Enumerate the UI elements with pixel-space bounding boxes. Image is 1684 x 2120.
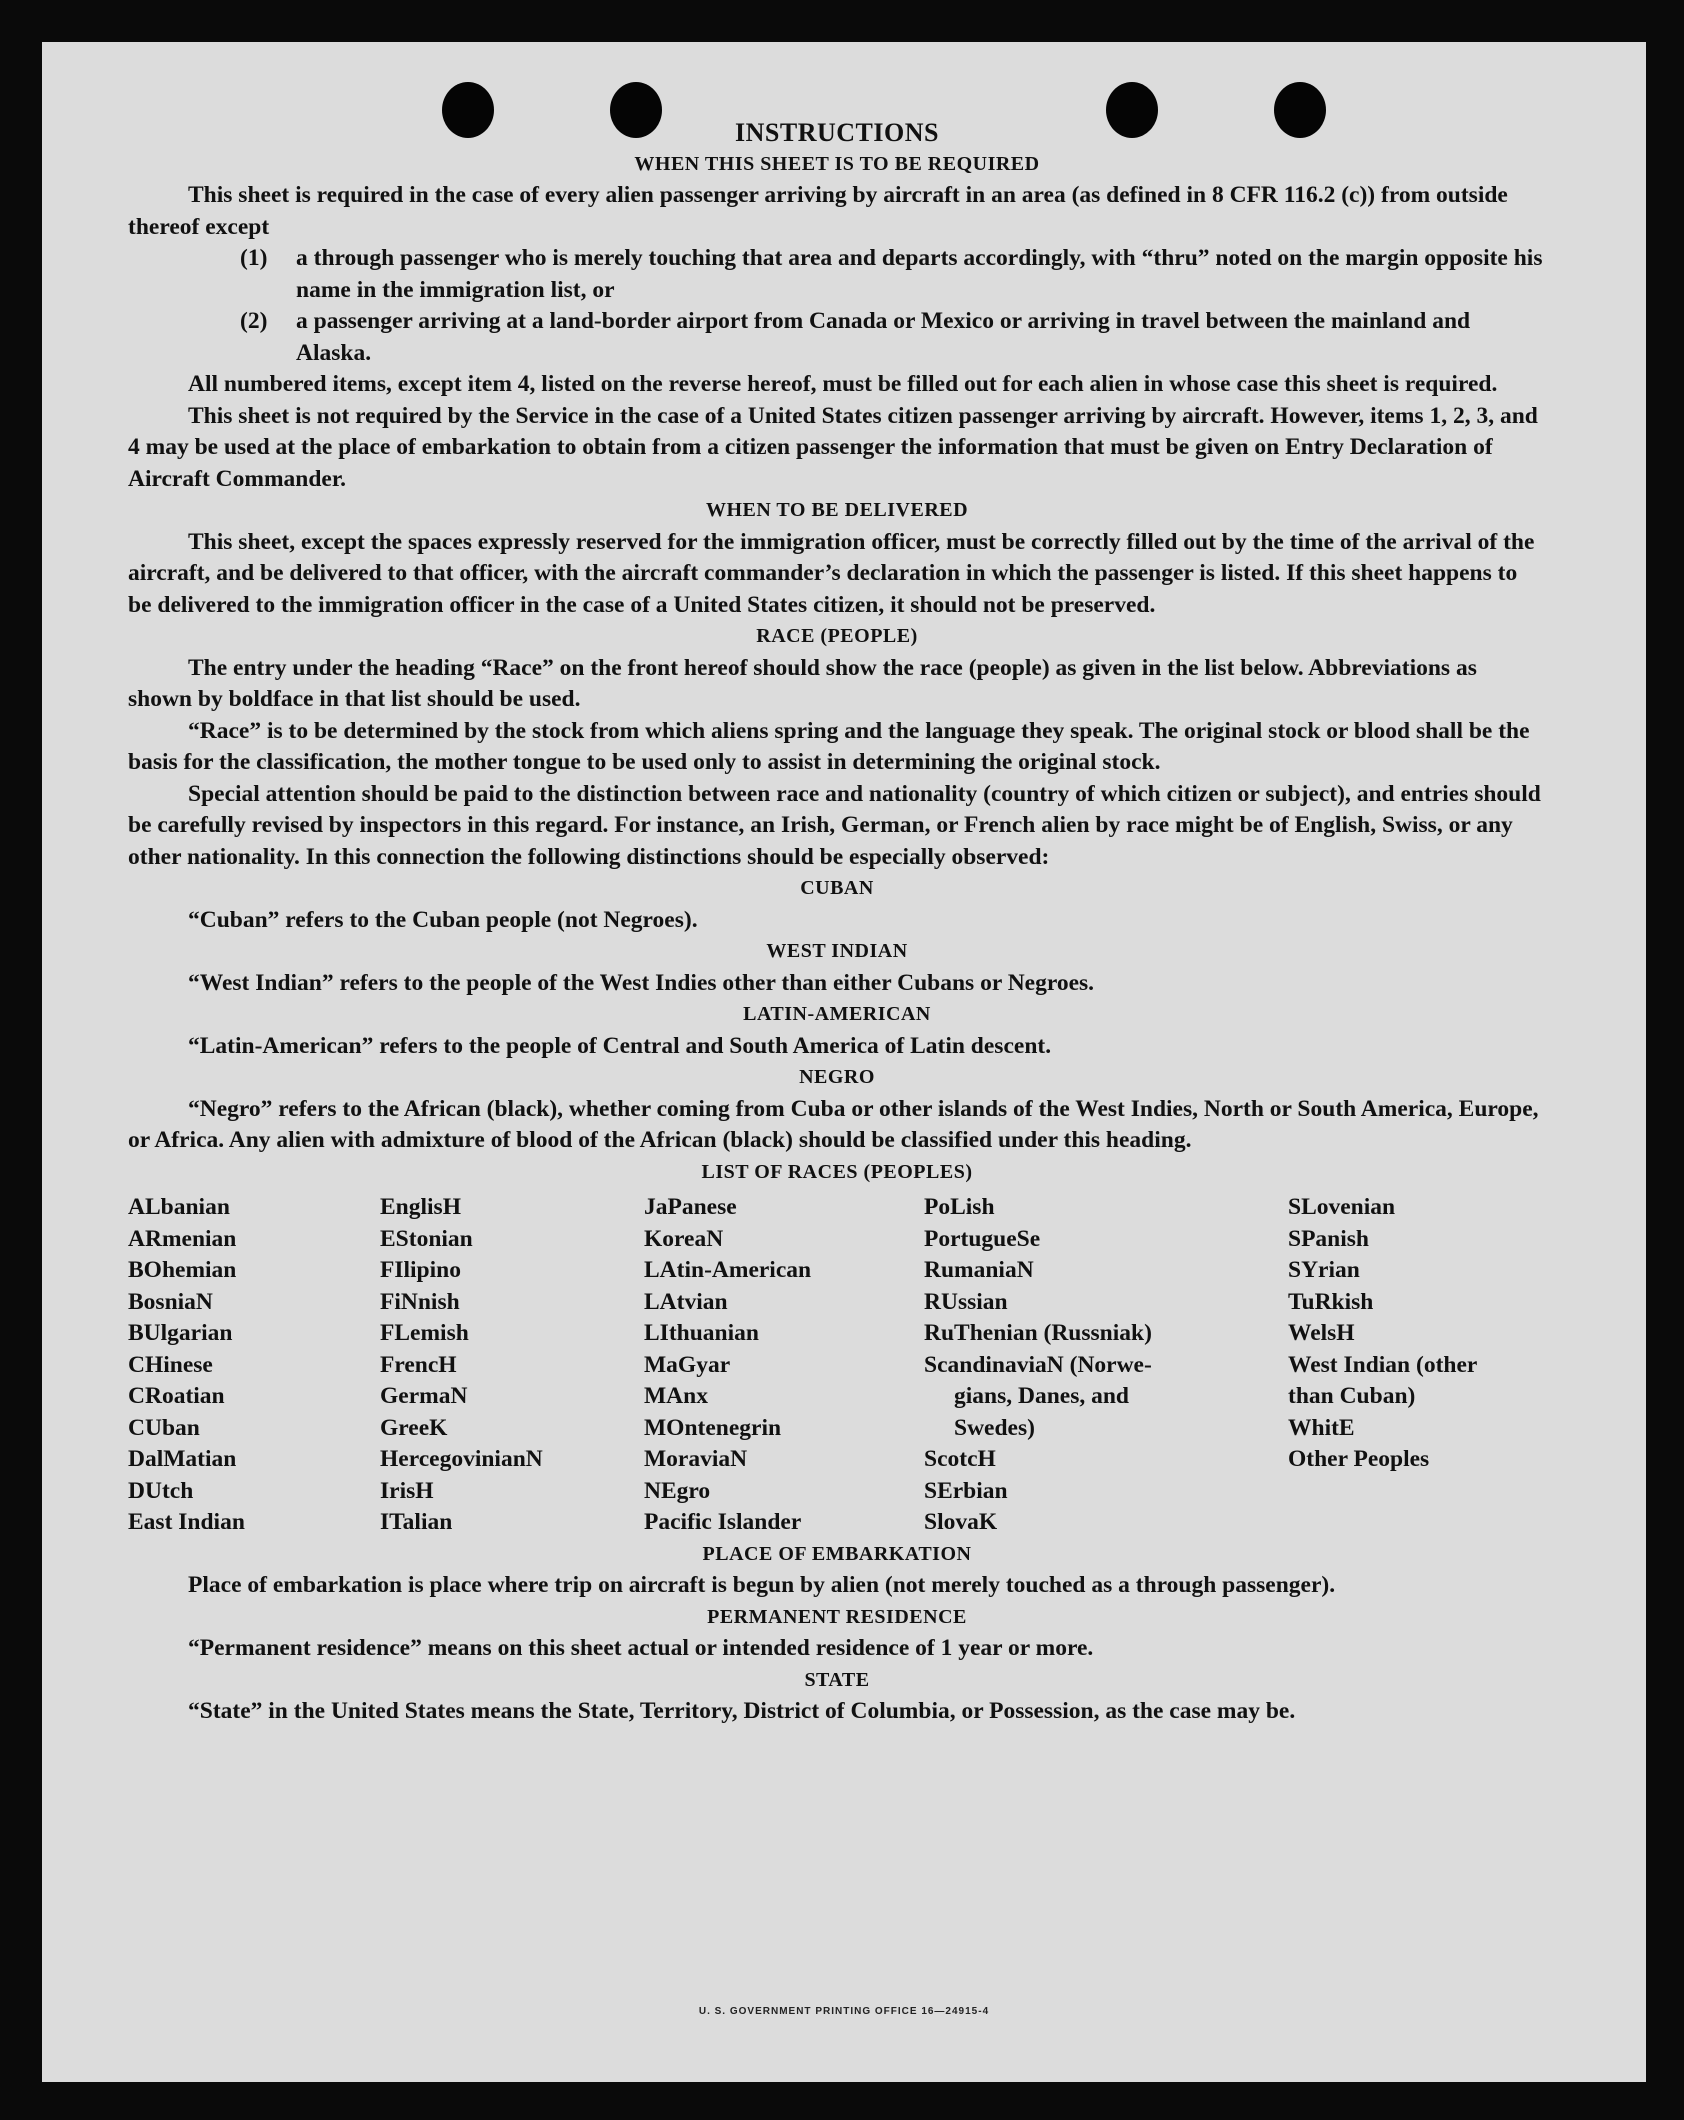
heading-race: RACE (PEOPLE) — [756, 625, 918, 647]
page-title: INSTRUCTIONS — [735, 118, 939, 147]
race-entry: ScotcH — [924, 1446, 996, 1472]
paragraph: “Race” is to be determined by the stock from which aliens spring and the language they speak. The original stock or blood shall be the basis for the classification, the mother tongue to be used only to assist in determining the original stock. — [128, 717, 1530, 775]
race-entry: FIlipino — [380, 1257, 461, 1283]
race-entry: RUssian — [924, 1288, 1008, 1315]
paragraph: “West Indian” refers to the people of the West Indies other than either Cubans or Negroes. — [188, 969, 1095, 996]
race-entry: FrencH — [380, 1351, 457, 1378]
race-entry: ScandinaviaN (Norwe- — [924, 1351, 1152, 1378]
item-text: a through passenger who is merely touching that area and departs accordingly, with “thru” noted on the margin opposite his name in the immigration list, or — [296, 245, 1543, 303]
race-entry: ALbanian — [128, 1194, 230, 1220]
race-entry: than Cuban) — [1288, 1383, 1416, 1409]
race-entry: SErbian — [924, 1477, 1008, 1504]
race-column — [1288, 1192, 1546, 1539]
heading-delivered: WHEN TO BE DELIVERED — [705, 499, 969, 521]
heading-permanent-residence: PERMANENT RESIDENCE — [707, 1605, 967, 1628]
race-entry: gians, Danes, and — [954, 1383, 1129, 1409]
race-entry: MOntenegrin — [644, 1414, 782, 1441]
race-column — [644, 1192, 924, 1539]
paragraph: The entry under the heading “Race” on the front hereof should show the race (people) as given in the list below. Abbreviations as shown by boldface in that list should be used. — [128, 654, 1477, 712]
race-entry: WhitE — [1288, 1414, 1355, 1441]
heading-list-of-races: LIST OF RACES (PEOPLES) — [701, 1160, 973, 1183]
race-entry: EnglisH — [380, 1194, 461, 1220]
race-entry: MAnx — [644, 1383, 708, 1409]
race-entry: LIthuanian — [644, 1320, 759, 1346]
race-list — [128, 1192, 1546, 1539]
instructions-content — [128, 117, 1546, 1728]
paragraph: This sheet is required in the case of every alien passenger arriving by aircraft in an area (as defined in 8 CFR 116.2 (c)) from outside thereof except — [128, 182, 1508, 240]
paragraph: Special attention should be paid to the distinction between race and nationality (country of which citizen or subject), and entries should be carefully revised by inspectors in this regard. For instance, an Irish, German, or French alien by race might be of English, Swiss, or any other nationality. In this connection the following distinctions should be especially observed: — [128, 780, 1541, 870]
heading-state: STATE — [804, 1668, 870, 1691]
heading-latin-american: LATIN-AMERICAN — [743, 1003, 931, 1025]
race-entry: SLovenian — [1288, 1194, 1396, 1220]
race-entry: PoLish — [924, 1194, 995, 1220]
paragraph: Place of embarkation is place where trip on aircraft is begun by alien (not merely touched as a through passenger). — [188, 1572, 1336, 1598]
list-item — [128, 306, 1546, 369]
heading-negro: NEGRO — [799, 1066, 875, 1088]
paragraph: All numbered items, except item 4, listed on the reverse hereof, must be filled out for each alien in whose case this sheet is required. — [188, 371, 1498, 397]
item-text: a passenger arriving at a land-border airport from Canada or Mexico or arriving in travel between the mainland and Alaska. — [296, 308, 1471, 366]
race-entry: Swedes) — [954, 1414, 1035, 1441]
race-entry: IrisH — [380, 1477, 434, 1504]
race-entry: NEgro — [644, 1477, 711, 1504]
race-entry: SPanish — [1288, 1225, 1369, 1252]
heading-embarkation: PLACE OF EMBARKATION — [702, 1542, 972, 1565]
race-entry: EStonian — [380, 1225, 473, 1252]
race-entry: CRoatian — [128, 1383, 225, 1409]
race-entry: JaPanese — [644, 1194, 737, 1220]
race-entry: Pacific Islander — [644, 1509, 802, 1535]
printing-office-footer: U. S. GOVERNMENT PRINTING OFFICE 16—24915-4 — [698, 2006, 990, 2017]
race-entry: PortugueSe — [924, 1225, 1041, 1252]
race-entry: BosniaN — [128, 1288, 213, 1315]
heading-west-indian: WEST INDIAN — [766, 940, 908, 962]
race-entry: LAtvian — [644, 1288, 728, 1315]
race-entry: RumaniaN — [924, 1257, 1034, 1283]
race-column — [380, 1192, 644, 1539]
form-sheet — [42, 42, 1646, 2082]
paragraph: “Cuban” refers to the Cuban people (not Negroes). — [188, 906, 698, 933]
race-entry: SlovaK — [924, 1509, 998, 1535]
race-entry: HercegovinianN — [380, 1446, 543, 1472]
race-entry: ARmenian — [128, 1225, 237, 1252]
race-entry: TuRkish — [1288, 1288, 1374, 1315]
paragraph: “Permanent residence” means on this sheet actual or intended residence of 1 year or more. — [188, 1635, 1094, 1661]
race-entry: FLemish — [380, 1320, 469, 1346]
paragraph: “Latin-American” refers to the people of Central and South America of Latin descent. — [188, 1032, 1052, 1059]
race-entry: DUtch — [128, 1477, 194, 1504]
race-entry: MoraviaN — [644, 1446, 748, 1472]
race-column — [924, 1192, 1288, 1539]
race-entry: BOhemian — [128, 1257, 237, 1283]
race-entry: BUlgarian — [128, 1320, 233, 1346]
race-entry: CHinese — [128, 1351, 213, 1378]
race-entry: West Indian (other — [1288, 1351, 1478, 1378]
list-item — [128, 243, 1546, 306]
race-entry: MaGyar — [644, 1351, 731, 1378]
heading-required: WHEN THIS SHEET IS TO BE REQUIRED — [634, 152, 1040, 175]
paragraph: This sheet, except the spaces expressly reserved for the immigration officer, must be correctly filled out by the time of the arrival of the aircraft, and be delivered to that officer, with the aircraft commander’s declaration in which the passenger is listed. If this sheet happens to be delivered to the immigration officer in the case of a United States citizen, it should not be preserved. — [128, 528, 1535, 618]
race-column — [128, 1192, 380, 1539]
heading-cuban: CUBAN — [800, 877, 874, 899]
race-entry: RuThenian (Russniak) — [924, 1320, 1152, 1346]
race-entry: KoreaN — [644, 1225, 724, 1252]
paragraph: This sheet is not required by the Service in the case of a United States citizen passenger arriving by aircraft. However, items 1, 2, 3, and 4 may be used at the place of embarkation to obtain from a citizen passenger the information that must be given on Entry Declaration of Aircraft Commander. — [128, 402, 1538, 492]
race-entry: East Indian — [128, 1509, 245, 1535]
paragraph: “State” in the United States means the State, Territory, District of Columbia, or Possession, as the case may be. — [188, 1698, 1296, 1724]
race-entry: GermaN — [380, 1383, 468, 1409]
item-number: (1) — [240, 245, 268, 271]
race-entry: DalMatian — [128, 1446, 237, 1472]
race-entry: LAtin-American — [644, 1257, 812, 1283]
race-entry: CUban — [128, 1414, 200, 1441]
race-entry: SYrian — [1288, 1257, 1360, 1283]
item-number: (2) — [240, 308, 268, 334]
race-entry: WelsH — [1288, 1320, 1355, 1346]
race-entry: FiNnish — [380, 1288, 460, 1315]
race-entry: Other Peoples — [1288, 1446, 1430, 1472]
race-entry: ITalian — [380, 1509, 453, 1535]
paragraph: “Negro” refers to the African (black), whether coming from Cuba or other islands of the West Indies, North or South America, Europe, or Africa. Any alien with admixture of blood of the African (black) should be classified under this heading. — [128, 1095, 1539, 1153]
race-entry: GreeK — [380, 1414, 448, 1441]
